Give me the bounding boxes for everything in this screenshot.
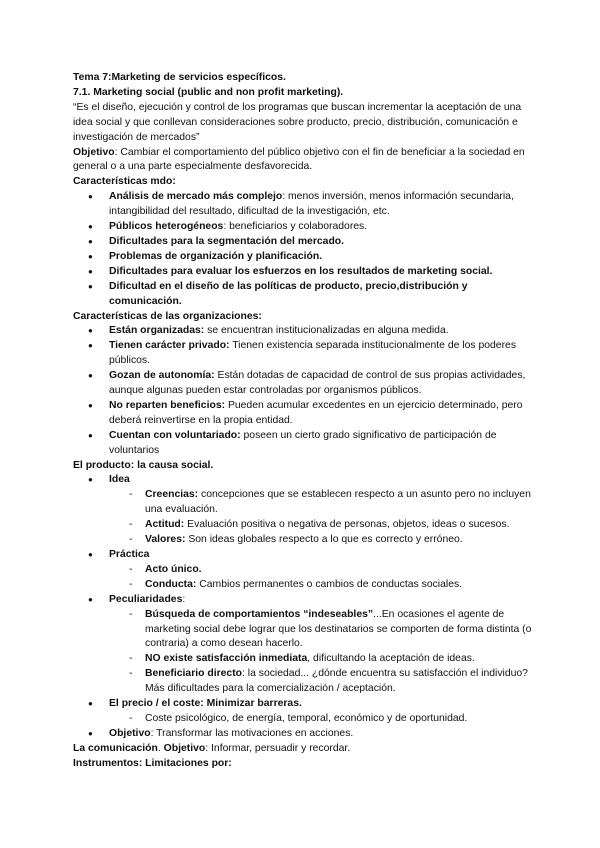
sub-list-item: - Búsqueda de comportamientos “indeseables”...En ocasiones el agente de marketing social debe lograr que los destinatarios se comporten de forma distinta (o contraria) a como desean hacerlo. (73, 608, 543, 653)
list-item: ● Tienen carácter privado: Tienen existencia separada institucionalmente de los poderes públicos. (73, 339, 543, 369)
list-item: ● Análisis de mercado más complejo: menos inversión, menos información secundaria, intangibilidad del resultado, dificultad de la investigación, etc. (73, 190, 543, 220)
market-characteristics-list (73, 190, 543, 309)
definition-quote: “Es el diseño, ejecución y control de los programas que buscan incrementar la aceptación de una idea social y que conllevan consideraciones sobre producto, precio, distribución, comunicación e investigación de mercados” (73, 101, 522, 143)
instruments-heading: Instrumentos: Limitaciones por: (73, 757, 232, 769)
product-heading: El producto: la causa social. (73, 459, 214, 471)
sub-list-item: - Acto único. (73, 563, 543, 578)
list-item: ● Cuentan con voluntariado: poseen un cierto grado significativo de participación de voluntarios (73, 429, 543, 459)
sub-list-item: - Coste psicológico, de energía, temporal, económico y de oportunidad. (73, 712, 543, 727)
objective-paragraph: Objetivo: Cambiar el comportamiento del público objetivo con el fin de beneficiar a la sociedad en general o a una parte especialmente desfavorecida. (73, 146, 525, 173)
sub-list-item: - Actitud: Evaluación positiva o negativa de personas, objetos, ideas o sucesos. (73, 518, 543, 533)
list-item: ● Públicos heterogéneos: beneficiarios y colaboradores. (73, 220, 543, 235)
list-item: ● Dificultad en el diseño de las políticas de producto, precio,distribución y comunicación. (73, 280, 543, 310)
list-item-idea: ● Idea (73, 473, 543, 488)
list-item: ● Están organizadas: se encuentran institucionalizadas en alguna medida. (73, 324, 543, 339)
sub-list-item: - NO existe satisfacción inmediata, dificultando la aceptación de ideas. (73, 652, 543, 667)
document-title: Tema 7:Marketing de servicios específicos. (73, 72, 286, 83)
list-item-practica: ● Práctica (73, 548, 543, 563)
list-item-precio: ● El precio / el coste: Minimizar barreras. (73, 697, 543, 712)
organization-characteristics-heading: Características de las organizaciones: (73, 310, 262, 322)
list-item: ● Dificultades para la segmentación del mercado. (73, 235, 543, 250)
sub-list-item: - Creencias: concepciones que se establecen respecto a un asunto pero no incluyen una evaluación. (73, 488, 543, 518)
communication-paragraph: La comunicación. Objetivo: Informar, persuadir y recordar. (73, 742, 351, 754)
sub-list-item: - Conducta: Cambios permanentes o cambios de conductas sociales. (73, 578, 543, 593)
document-page (73, 71, 543, 772)
market-characteristics-heading: Características mdo: (73, 176, 176, 188)
list-item: ● Dificultades para evaluar los esfuerzos en los resultados de marketing social. (73, 265, 543, 280)
sub-list-item: - Beneficiario directo: la sociedad... ¿dónde encuentra su satisfacción el individuo? Más dificultades para la comercialización / aceptación. (73, 667, 543, 697)
organization-characteristics-list (73, 324, 543, 458)
list-item: ● Gozan de autonomía: Están dotadas de capacidad de control de sus propias actividades, aunque algunas pueden estar controladas por organismos públicos. (73, 369, 543, 399)
sub-list-item: - Valores: Son ideas globales respecto a lo que es correcto y erróneo. (73, 533, 543, 548)
list-item: ● No reparten beneficios: Pueden acumular excedentes en un ejercicio determinado, pero deberá reinvertirse en la propia entidad. (73, 399, 543, 429)
list-item-peculiaridades: ● Peculiaridades: (73, 593, 543, 608)
product-list (73, 473, 543, 741)
list-item-objetivo: ● Objetivo: Transformar las motivaciones en acciones. (73, 727, 543, 742)
list-item: ● Problemas de organización y planificación. (73, 250, 543, 265)
section-subtitle: 7.1. Marketing social (public and non profit marketing). (73, 86, 344, 98)
